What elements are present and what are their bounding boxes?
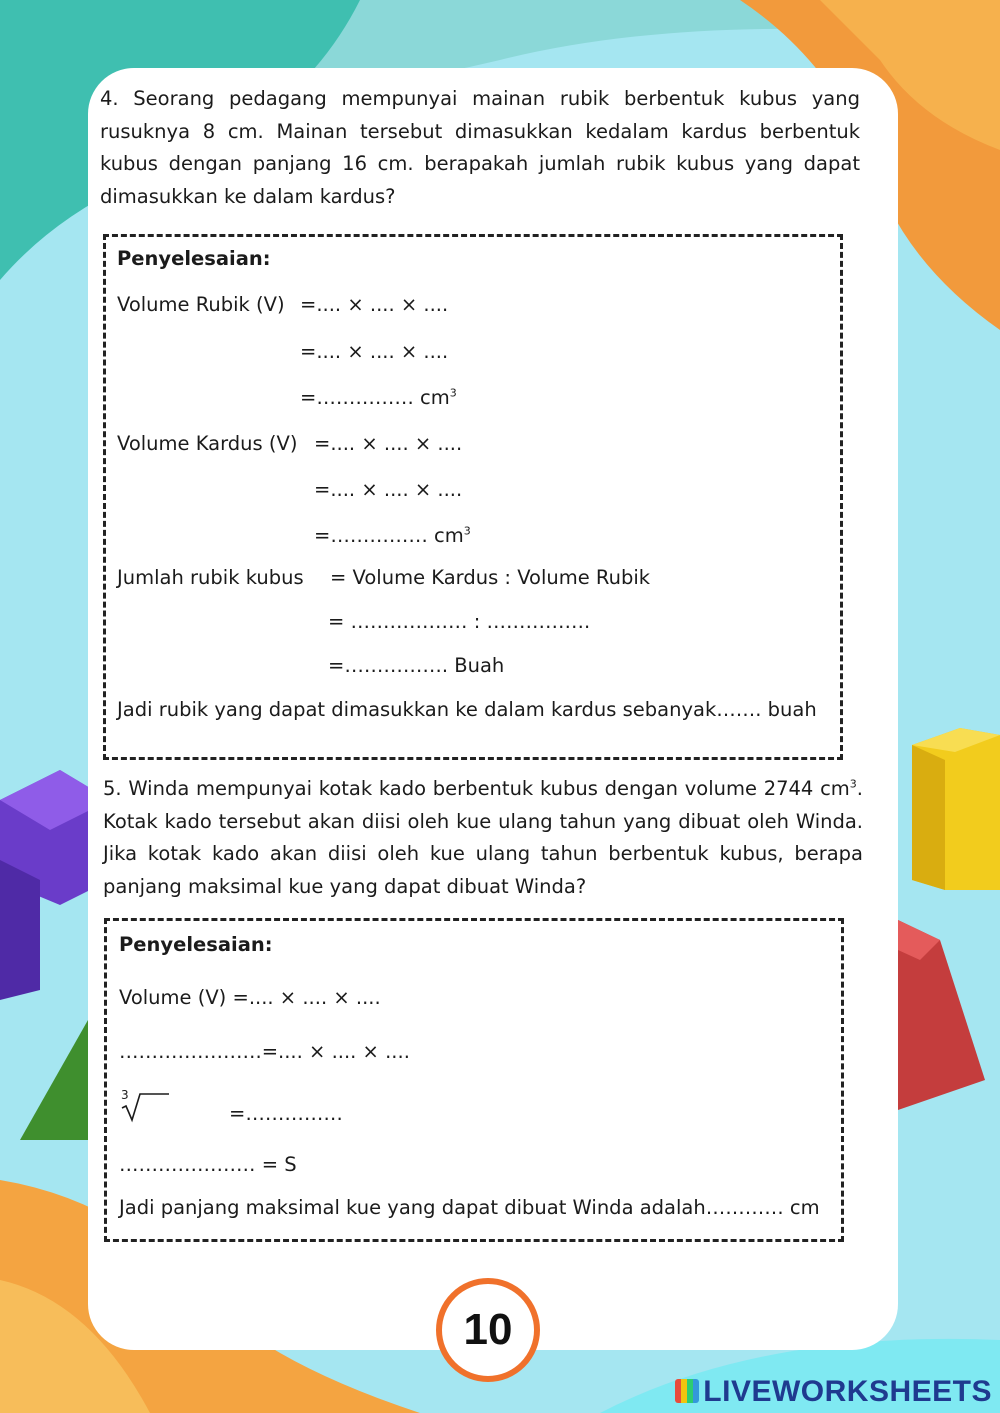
jumlah-rubik-label: Jumlah rubik kubus [117,566,304,589]
q5-side-line: ………………… = S [119,1153,297,1176]
question-5-text: 5. Winda mempunyai kotak kado berbentuk kubus dengan volume 2744 $cm^3$. Kotak kado tersebut akan diisi oleh kue ulang tahun yang dibuat oleh Winda. Jika kotak kado akan diisi oleh kue ulang tahun berbentuk kubus, berapa panjang maksimal kue yang dapat dibuat Winda? [103,777,863,898]
q5-volume-line-1: Volume (V) =.... × .... × .... [119,986,381,1009]
cube-superscript: 3 [849,777,857,791]
jumlah-rubik-line-3: =……………. Buah [328,654,505,677]
liveworksheets-icon [675,1379,699,1403]
question-4-text: 4. Seorang pedagang mempunyai mainan rubik berbentuk kubus yang rusuknya 8 cm. Mainan tersebut dimasukkan kedalam kardus berbentuk kubus dengan panjang 16 cm. berapakah jumlah rubik kubus yang dapat dimasukkan ke dalam kardus? [100,87,860,208]
cube-superscript: 3 [449,386,457,400]
rubik-volume-line-2: =.... × .... × .... [300,340,449,363]
root-radical-icon [119,1090,171,1126]
q5-volume-line-2: ………………….=.... × .... × .... [119,1040,410,1063]
kardus-volume-line-2: =.... × .... × .... [314,478,463,501]
liveworksheets-logo: LIVEWORKSHEETS [675,1375,992,1409]
q5-root-line: =…………… [229,1102,343,1125]
answer-box-5 [104,918,844,1242]
cube-root-symbol [119,1090,171,1126]
q5-heading: Penyelesaian: [119,933,273,956]
kardus-volume-label: Volume Kardus (V) [117,432,298,455]
page-number-badge: 10 [436,1278,540,1382]
jumlah-rubik-line-2: = ……………… : ……………. [328,610,591,633]
kardus-volume-line-1: =.... × .... × .... [314,432,463,455]
kardus-volume-line-3: =…………… $cm^3$ [314,524,471,547]
q5-conclusion: Jadi panjang maksimal kue yang dapat dibuat Winda adalah………… cm [119,1196,820,1219]
rubik-volume-line-3: =…………… $cm^3$ [300,386,457,409]
q4-conclusion: Jadi rubik yang dapat dimasukkan ke dalam kardus sebanyak……. buah [117,698,817,721]
cube-superscript: 3 [463,524,471,538]
root-index: 3 [121,1088,129,1102]
q4-heading: Penyelesaian: [117,247,271,270]
rubik-volume-line-1: =.... × .... × .... [300,293,449,316]
rubik-volume-label: Volume Rubik (V) [117,293,285,316]
jumlah-rubik-line-1: = Volume Kardus : Volume Rubik [330,566,651,589]
